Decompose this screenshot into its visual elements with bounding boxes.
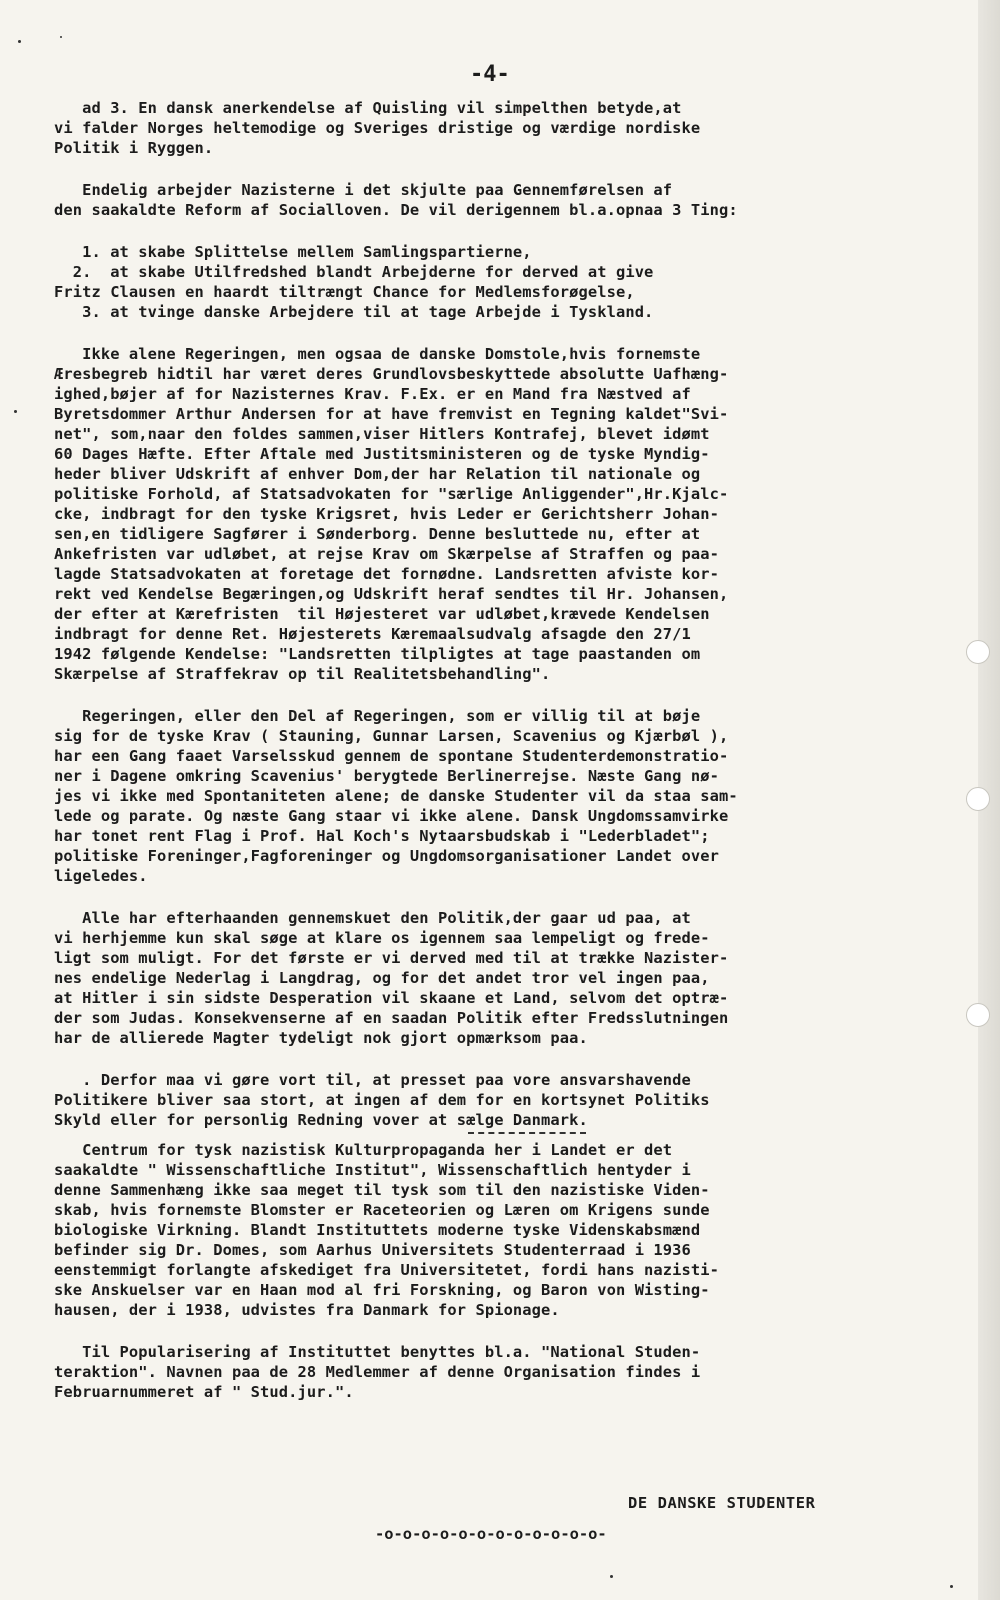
text-line: 60 Dages Hæfte. Efter Aftale med Justitsministeren og de tyske Myndig- [54, 445, 710, 463]
text-line: Byretsdommer Arthur Andersen for at have fremvist en Tegning kaldet"Svi- [54, 405, 729, 423]
text-line: eenstemmigt forlangte afskediget fra Universitetet, fordi hans nazisti- [54, 1261, 719, 1279]
ink-speck [14, 410, 17, 413]
text-line: at Hitler i sin sidste Desperation vil skaane et Land, selvom det optræ- [54, 989, 729, 1007]
numbered-list [54, 242, 914, 322]
document-body [54, 98, 914, 1402]
text-line: Endelig arbejder Nazisterne i det skjulte paa Gennemførelsen af [54, 181, 673, 199]
paragraph [54, 344, 914, 684]
text-line: rekt ved Kendelse Begæringen,og Udskrift heraf sendtes til Hr. Johansen, [54, 585, 729, 603]
paragraph [54, 908, 914, 1048]
end-ornament: -o-o-o-o-o-o-o-o-o-o-o-o- [375, 1525, 607, 1543]
text-line: ad 3. En dansk anerkendelse af Quisling vil simpelthen betyde,at [54, 99, 682, 117]
text-line: cke, indbragt for den tyske Krigsret, hvis Leder er Gerichtsherr Johan- [54, 505, 719, 523]
text-line: denne Sammenhæng ikke saa meget til tysk som til den nazistiske Viden- [54, 1181, 710, 1199]
paragraph [54, 1140, 914, 1320]
text-line: ligeledes. [54, 867, 148, 885]
punch-hole [966, 1003, 990, 1027]
punch-hole [966, 640, 990, 664]
ink-speck [610, 1575, 613, 1578]
text-line: Politik i Ryggen. [54, 139, 214, 157]
text-line: ighed,bøjer af for Nazisternes Krav. F.Ex. er en Mand fra Næstved af [54, 385, 691, 403]
section-divider [468, 1132, 586, 1134]
text-line: hausen, der i 1938, udvistes fra Danmark for Spionage. [54, 1301, 560, 1319]
text-line: net", som,naar den foldes sammen,viser Hitlers Kontrafej, blevet idømt [54, 425, 710, 443]
text-line: biologiske Virkning. Blandt Instituttets moderne tyske Videnskabsmænd [54, 1221, 701, 1239]
page-number: -4- [470, 62, 510, 87]
list-item: 3. at tvinge danske Arbejdere til at tage Arbejde i Tyskland. [54, 303, 654, 321]
text-line: Skyld eller for personlig Redning vover at sælge Danmark. [54, 1111, 588, 1129]
text-line: politiske Foreninger,Fagforeninger og Ungdomsorganisationer Landet over [54, 847, 719, 865]
text-line: har de allierede Magter tydeligt nok gjort opmærksom paa. [54, 1029, 588, 1047]
text-line: Alle har efterhaanden gennemskuet den Politik,der gaar ud paa, at [54, 909, 691, 927]
paragraph [54, 1342, 914, 1402]
paragraph [54, 180, 914, 220]
paragraph [54, 98, 914, 158]
text-line: Skærpelse af Straffekrav op til Realitetsbehandling". [54, 665, 551, 683]
text-line: ligt som muligt. For det første er vi derved med til at trække Nazister- [54, 949, 729, 967]
text-line: skab, hvis fornemste Blomster er Raceteorien og Læren om Krigens sunde [54, 1201, 710, 1219]
text-line: vi falder Norges heltemodige og Sveriges dristige og værdige nordiske [54, 119, 701, 137]
signature: DE DANSKE STUDENTER [628, 1494, 816, 1512]
text-line: Til Popularisering af Instituttet benyttes bl.a. "National Studen- [54, 1343, 701, 1361]
text-line: har een Gang faaet Varselsskud gennem de spontane Studenterdemonstratio- [54, 747, 729, 765]
text-line: saakaldte " Wissenschaftliche Institut", Wissenschaftlich hentyder i [54, 1161, 691, 1179]
text-line: har tonet rent Flag i Prof. Hal Koch's Nytaarsbudskab i "Lederbladet"; [54, 827, 710, 845]
text-line: Regeringen, eller den Del af Regeringen, som er villig til at bøje [54, 707, 701, 725]
text-line: sen,en tidligere Sagfører i Sønderborg. Denne besluttede nu, efter at [54, 525, 701, 543]
text-line: sig for de tyske Krav ( Stauning, Gunnar Larsen, Scavenius og Kjærbøl ), [54, 727, 729, 745]
text-line: jes vi ikke med Spontaniteten alene; de danske Studenter vil da staa sam- [54, 787, 738, 805]
text-line: nes endelige Nederlag i Langdrag, og for det andet tror vel ingen paa, [54, 969, 710, 987]
text-line: lagde Statsadvokaten at foretage det fornødne. Landsretten afviste kor- [54, 565, 719, 583]
text-line: Ikke alene Regeringen, men ogsaa de danske Domstole,hvis fornemste [54, 345, 701, 363]
text-line: der som Judas. Konsekvenserne af en saadan Politik efter Fredsslutningen [54, 1009, 729, 1027]
text-line: den saakaldte Reform af Socialloven. De vil derigennem bl.a.opnaa 3 Ting: [54, 201, 738, 219]
text-line: . Derfor maa vi gøre vort til, at presset paa vore ansvarshavende [54, 1071, 691, 1089]
text-line: Ankefristen var udløbet, at rejse Krav om Skærpelse af Straffen og paa- [54, 545, 719, 563]
text-line: der efter at Kærefristen til Højesteret var udløbet,krævede Kendelsen [54, 605, 710, 623]
paragraph [54, 1070, 914, 1130]
text-line: Politikere bliver saa stort, at ingen af dem for en kortsynet Politiks [54, 1091, 710, 1109]
text-line: Æresbegreb hidtil har været deres Grundlovsbeskyttede absolutte Uafhæng- [54, 365, 729, 383]
text-line: 1942 følgende Kendelse: "Landsretten tilpligtes at tage paastanden om [54, 645, 701, 663]
ink-speck [950, 1585, 953, 1588]
ink-speck [18, 40, 21, 43]
text-line: vi herhjemme kun skal søge at klare os igennem saa lempeligt og frede- [54, 929, 710, 947]
text-line: lede og parate. Og næste Gang staar vi ikke alene. Dansk Ungdomssamvirke [54, 807, 729, 825]
text-line: ner i Dagene omkring Scavenius' berygtede Berlinerrejse. Næste Gang nø- [54, 767, 719, 785]
punch-hole [966, 787, 990, 811]
text-line: indbragt for denne Ret. Højesterets Kæremaalsudvalg afsagde den 27/1 [54, 625, 691, 643]
ink-speck [60, 36, 62, 38]
list-item: Fritz Clausen en haardt tiltrængt Chance for Medlemsforøgelse, [54, 283, 635, 301]
text-line: befinder sig Dr. Domes, som Aarhus Universitets Studenterraad i 1936 [54, 1241, 691, 1259]
text-line: ske Anskuelser var en Haan mod al fri Forskning, og Baron von Wisting- [54, 1281, 710, 1299]
text-line: Februarnummeret af " Stud.jur.". [54, 1383, 354, 1401]
text-line: politiske Forhold, af Statsadvokaten for "særlige Anliggender",Hr.Kjalc- [54, 485, 729, 503]
list-item: 2. at skabe Utilfredshed blandt Arbejderne for derved at give [54, 263, 654, 281]
paragraph [54, 706, 914, 886]
text-line: heder bliver Udskrift af enhver Dom,der har Relation til nationale og [54, 465, 701, 483]
list-item: 1. at skabe Splittelse mellem Samlingspartierne, [54, 243, 532, 261]
text-line: Centrum for tysk nazistisk Kulturpropaganda her i Landet er det [54, 1141, 673, 1159]
text-line: teraktion". Navnen paa de 28 Medlemmer af denne Organisation findes i [54, 1363, 701, 1381]
